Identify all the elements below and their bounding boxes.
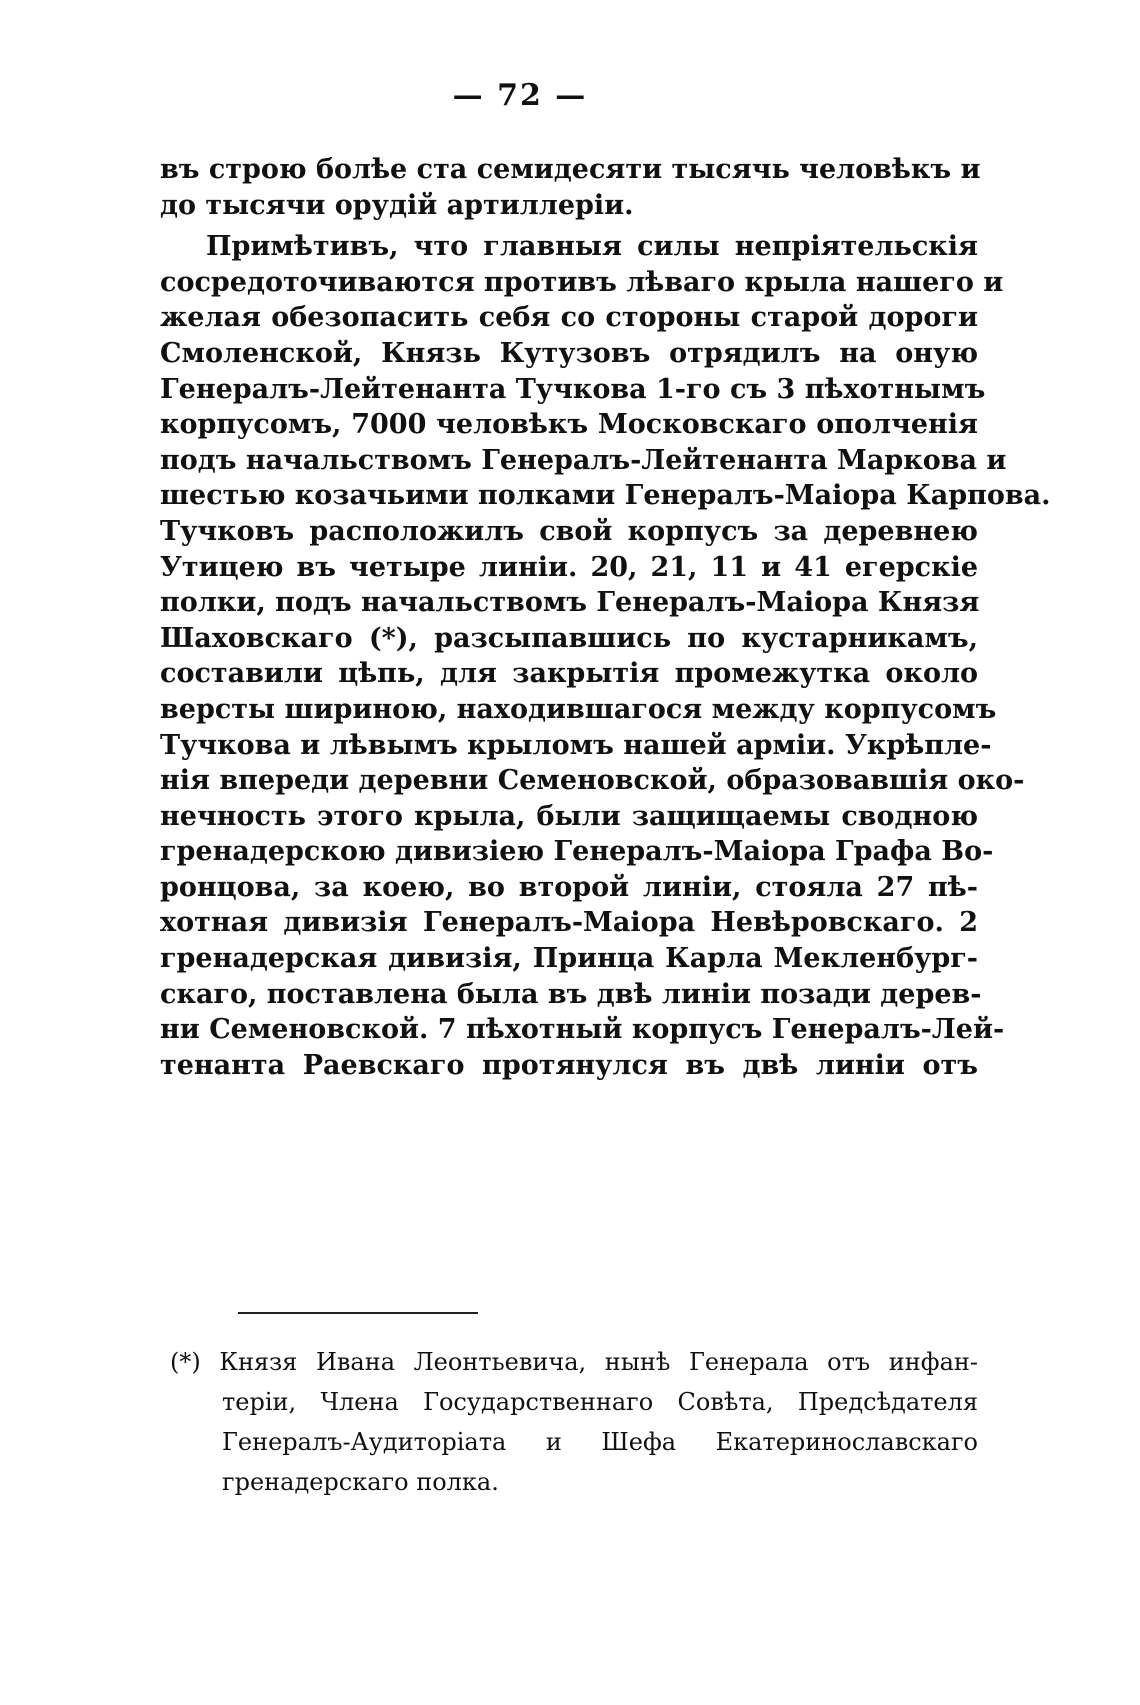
text-line: сосредоточиваются противъ лѣваго крыла нашего и [160,266,1004,298]
text-line: версты шириною, находившагося между корпусомъ [160,693,997,725]
text-line: нія впереди деревни Семеновской, образовавшія око- [160,765,1025,797]
text-line: Генералъ-Лейтенанта Тучкова 1-го съ 3 пѣхотнымъ [160,373,986,405]
text-line: подъ начальствомъ Генералъ-Лейтенанта Маркова и [160,444,1007,476]
footnote-line: (*) Князя Ивана Леонтьевича, нынѣ Генерала отъ инфан- [170,1348,978,1376]
footnote-line: теріи, Члена Государственнаго Совѣта, Предсѣдателя [222,1388,978,1416]
text-line: Тучкова и лѣвымъ крыломъ нашей арміи. Укрѣпле- [160,729,992,761]
text-line: въ строю болѣе ста семидесяти тысячь человѣкъ и [160,154,981,185]
footnote [170,1342,978,1502]
footnote-divider [238,1312,478,1314]
text-line: ронцова, за коею, во второй линіи, стояла 27 пѣ- [160,871,978,903]
text-line: до тысячи орудій артиллеріи. [160,189,634,221]
text-line: тенанта Раевскаго протянулся въ двѣ линіи отъ [160,1049,978,1081]
footnote-line: Генералъ-Аудиторіата и Шефа Екатеринославскаго [222,1428,978,1456]
text-line: Шаховскаго (*), разсыпавшись по кустарникамъ, [160,622,978,654]
text-line: Утицею въ четыре линіи. 20, 21, 11 и 41 егерскіе [160,551,978,583]
text-line: составили цѣпь, для закрытія промежутка около [160,658,978,690]
text-line: полки, подъ начальствомъ Генералъ-Маіора Князя [160,587,980,619]
text-line: Примѣтивъ, что главныя силы непріятельскія [206,231,978,263]
text-line: Смоленской, Князь Кутузовъ отрядилъ на оную [160,337,978,369]
text-line: нечность этого крыла, были защищаемы сводною [160,800,978,832]
body-text [160,152,1051,1083]
text-line: Тучковъ расположилъ свой корпусъ за деревнею [160,515,978,547]
text-line: гренадерская дивизія, Принца Карла Мекленбург- [160,943,978,975]
text-line: корпусомъ, 7000 человѣкъ Московскаго ополченія [160,409,978,441]
text-line: ни Семеновской. 7 пѣхотный корпусъ Генералъ-Лей- [160,1014,1005,1046]
text-line: гренадерскою дивизіею Генералъ-Маіора Графа Во- [160,836,994,868]
page-number: — 72 — [452,78,588,113]
text-line: шестью козачьими полками Генералъ-Маіора Карпова. [160,480,1051,512]
text-line: хотная дивизія Генералъ-Маіора Невѣровскаго. 2 [160,907,978,939]
text-line: желая обезопасить себя со стороны старой дороги [160,302,978,334]
footnote-line: гренадерскаго полка. [222,1468,499,1496]
text-line: скаго, поставлена была въ двѣ линіи позади дерев- [160,978,982,1010]
